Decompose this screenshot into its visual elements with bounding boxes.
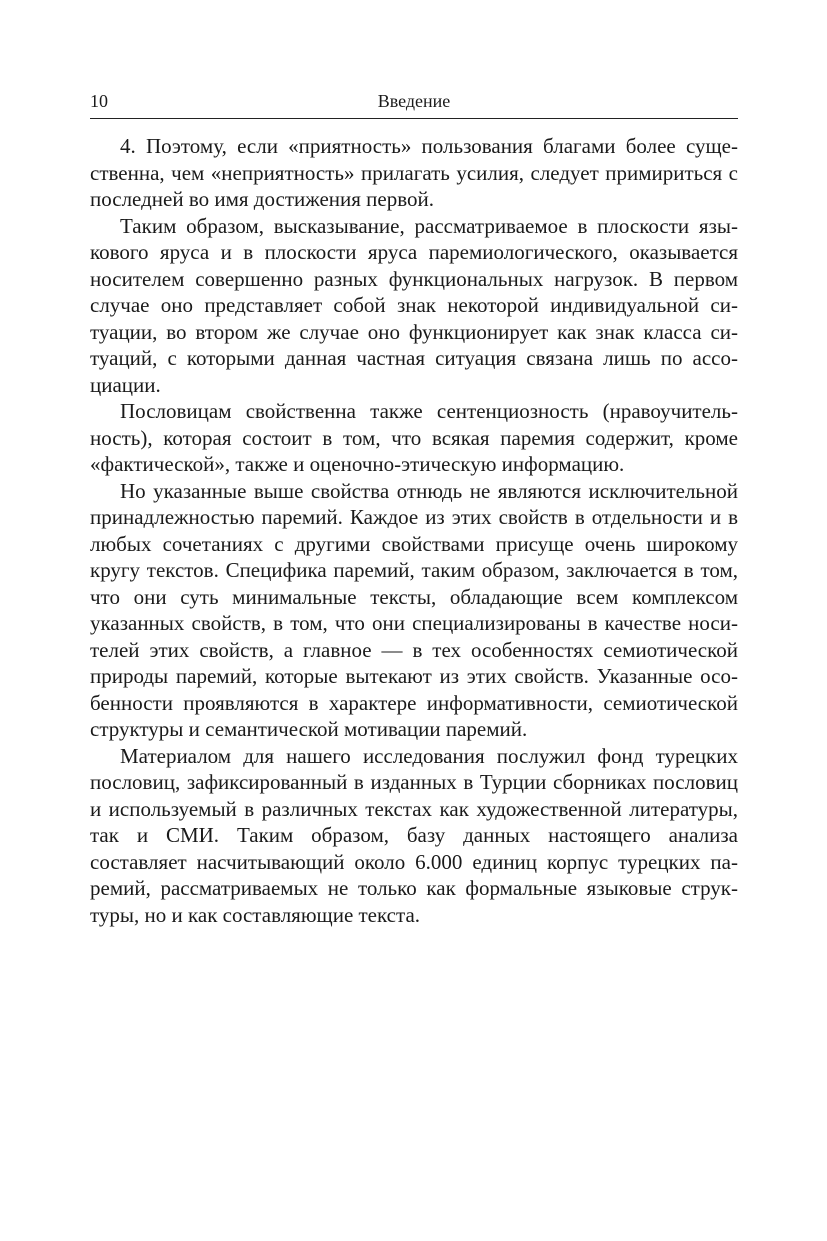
paragraph-2: Таким образом, высказывание, рассматриваемое в плоскости языкового яруса и в плоскости яруса паремиологического, оказывается носителем совершенно разных функциональных нагрузок. В первом случае оно представляет собой знак некоторой индивидуальной ситуации, во втором же случае оно функционирует как знак класса ситуаций, с которыми данная частная ситуация связана лишь по ассоциации. xyxy=(90,213,738,397)
body-text xyxy=(90,133,738,928)
running-head xyxy=(90,88,738,119)
paragraph-4: Но указанные выше свойства отнюдь не являются исключительной принадлежностью паремий. Каждое из этих свойств в отдельности и в любых сочетаниях с другими свойствами присуще очень широкому кругу текстов. Специфика паремий, таким образом, заключается в том, что они суть минимальные тексты, обладающие всем комплексом указанных свойств, в том, что они специализированы в качестве носителей этих свойств, а главное — в тех особенностях семиотической природы паремий, которые вытекают из этих свойств. Указанные особенности проявляются в характере информативности, семиотической структуры и семантической мотивации паремий. xyxy=(90,478,738,741)
paragraph-5: Материалом для нашего исследования послужил фонд турецких пословиц, зафиксированный в изданных в Турции сборниках пословиц и используемый в различных текстах как художественной литературы, так и СМИ. Таким образом, базу данных настоящего анализа составляет насчитывающий около 6.000 единиц корпус турецких паремий, рассматриваемых не только как формальные языковые структуры, но и как составляющие текста. xyxy=(90,743,738,927)
book-page xyxy=(90,88,738,928)
paragraph-3: Пословицам свойственна также сентенциозность (нравоучительность), которая состоит в том, что всякая паремия содержит, кроме «фактической», также и оценочно-этическую информацию. xyxy=(90,399,738,476)
section-title: Введение xyxy=(377,91,451,111)
paragraph-1: 4. Поэтому, если «приятность» пользования благами более существенна, чем «неприятность» прилагать усилия, следует примириться с последней во имя достижения первой. xyxy=(90,134,738,211)
page-number: 10 xyxy=(90,91,108,111)
